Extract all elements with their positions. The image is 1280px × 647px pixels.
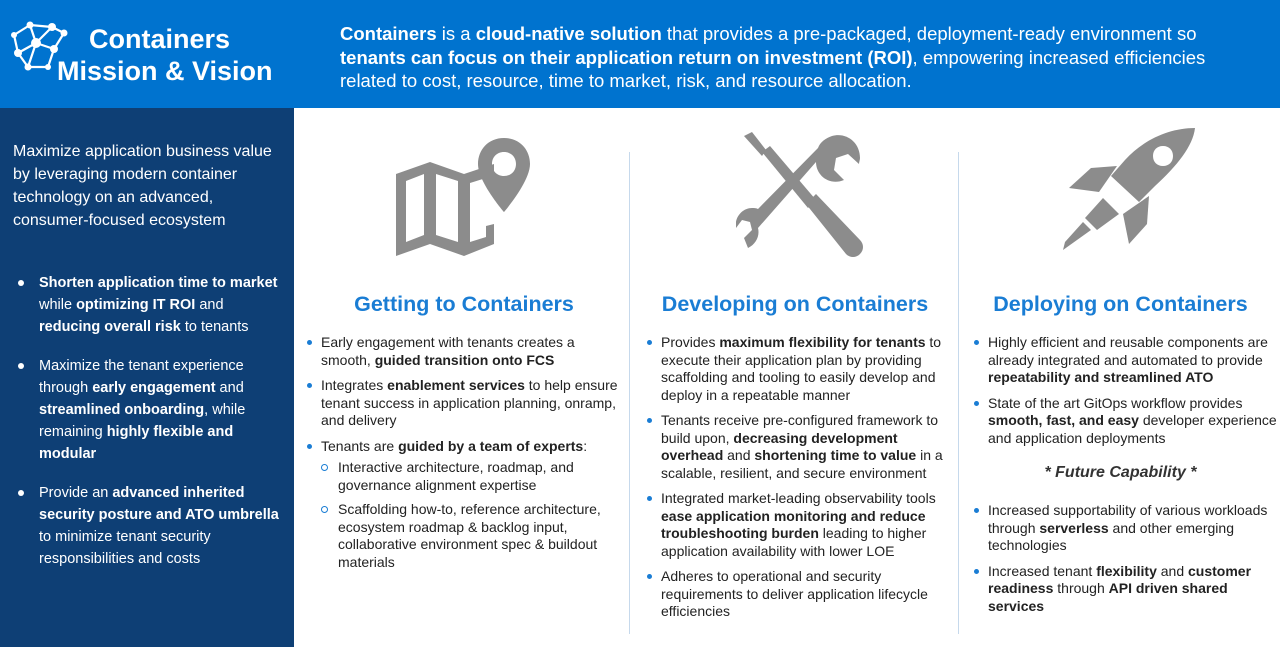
sidebar-item-text: Maximize the tenant experience through early engagement and streamlined onboarding, while remaining highly flexible and modular	[39, 358, 246, 462]
bullet-dot-icon	[647, 496, 652, 501]
list-item-text: Integrated market-leading observability tools ease application monitoring and reduce troubleshooting burden leading to higher application availability with lower LOE	[661, 490, 936, 559]
list-item	[304, 334, 626, 369]
list-item-text: Early engagement with tenants creates a smooth, guided transition onto FCS	[321, 334, 575, 368]
bullet-dot-icon	[647, 418, 652, 423]
list-item	[971, 502, 1280, 555]
page-title-line-2: Mission & Vision	[57, 56, 273, 86]
bullet-dot-icon	[974, 401, 979, 406]
list-item-text: State of the art GitOps workflow provides smooth, fast, and easy developer experience and application deployments	[988, 394, 1277, 446]
future-bullets	[971, 502, 1280, 623]
sub-list	[321, 459, 626, 571]
column-bullets	[644, 334, 954, 629]
list-item	[644, 568, 954, 621]
column-bullets	[971, 334, 1280, 455]
list-item	[644, 490, 954, 560]
list-item-text: Tenants are guided by a team of experts:	[321, 437, 588, 454]
header-banner	[0, 0, 1280, 108]
bullet-dot-icon	[18, 280, 24, 286]
map-pin-icon	[390, 134, 538, 264]
column-title: Getting to Containers	[354, 292, 574, 316]
bullet-dot-icon	[307, 383, 312, 388]
sidebar-item	[0, 482, 294, 570]
list-item-text: Tenants receive pre-configured framework to build upon, decreasing development overhead and shortening time to value in a scalable, resilient, and secure environment	[661, 412, 943, 481]
list-item	[644, 334, 954, 404]
sub-list-item	[321, 501, 626, 571]
list-item	[971, 563, 1280, 616]
sidebar-list	[0, 272, 294, 587]
wrench-screwdriver-icon	[736, 130, 866, 262]
hollow-bullet-icon	[321, 506, 328, 513]
column-title: Developing on Containers	[661, 292, 929, 316]
mission-statement: Containers is a cloud-native solution that provides a pre-packaged, deployment-ready environment so tenants can focus on their application return on investment (ROI), empowering increased efficiencies related to cost, resource, time to market, risk, and resource allocation.	[340, 23, 1206, 91]
column-title: Deploying on Containers	[993, 292, 1248, 316]
list-item-text: Highly efficient and reusable components are already integrated and automated to provide repeatability and streamlined ATO	[988, 334, 1268, 385]
list-item-text: Provides maximum flexibility for tenants to execute their application plan by providing scaffolding and tooling to easily develop and deploy in a repeatable manner	[661, 334, 942, 403]
column-divider	[958, 152, 959, 634]
column-bullets	[304, 334, 626, 579]
list-item	[304, 377, 626, 430]
sidebar-intro: Maximize application business value by leveraging modern container technology on an advanced, consumer-focused ecosystem	[13, 143, 272, 229]
list-item-text: Adheres to operational and security requirements to deliver application lifecycle efficiencies	[661, 568, 928, 619]
sub-list-item-text: Scaffolding how-to, reference architecture, ecosystem roadmap & backlog input, collaborative environment spec & buildout materials	[338, 501, 601, 570]
sub-list-item	[321, 459, 626, 494]
bullet-dot-icon	[974, 569, 979, 574]
column-divider	[629, 152, 630, 634]
future-capability-label: * Future Capability *	[1044, 464, 1197, 481]
column-deploying	[961, 108, 1280, 647]
bullet-dot-icon	[18, 363, 24, 369]
sub-list-item-text: Interactive architecture, roadmap, and governance alignment expertise	[338, 459, 574, 493]
list-item	[971, 395, 1280, 448]
list-item-text: Increased tenant flexibility and customer readiness through API driven shared services	[988, 562, 1252, 614]
column-developing	[632, 108, 958, 647]
page-title-line-1: Containers	[89, 24, 231, 54]
hollow-bullet-icon	[321, 464, 328, 471]
bullet-dot-icon	[647, 340, 652, 345]
header-title-block	[0, 0, 300, 108]
sidebar-item	[0, 355, 294, 465]
vision-sidebar	[0, 108, 294, 647]
sidebar-item	[0, 272, 294, 338]
list-item-text: Increased supportability of various workloads through serverless and other emerging technologies	[988, 502, 1268, 553]
list-item	[971, 334, 1280, 387]
bullet-dot-icon	[307, 340, 312, 345]
list-item	[644, 412, 954, 482]
rocket-icon	[1059, 126, 1199, 254]
bullet-dot-icon	[307, 444, 312, 449]
sidebar-item-text: Provide an advanced inherited security posture and ATO umbrella to minimize tenant security responsibilities and costs	[39, 485, 279, 567]
bullet-dot-icon	[18, 490, 24, 496]
bullet-dot-icon	[974, 340, 979, 345]
bullet-dot-icon	[974, 508, 979, 513]
list-item	[304, 438, 626, 572]
sidebar-item-text: Shorten application time to market while optimizing IT ROI and reducing overall risk to tenants	[39, 275, 278, 335]
bullet-dot-icon	[647, 574, 652, 579]
column-getting	[300, 108, 628, 647]
list-item-text: Integrates enablement services to help ensure tenant success in application planning, onramp, and delivery	[321, 377, 618, 428]
